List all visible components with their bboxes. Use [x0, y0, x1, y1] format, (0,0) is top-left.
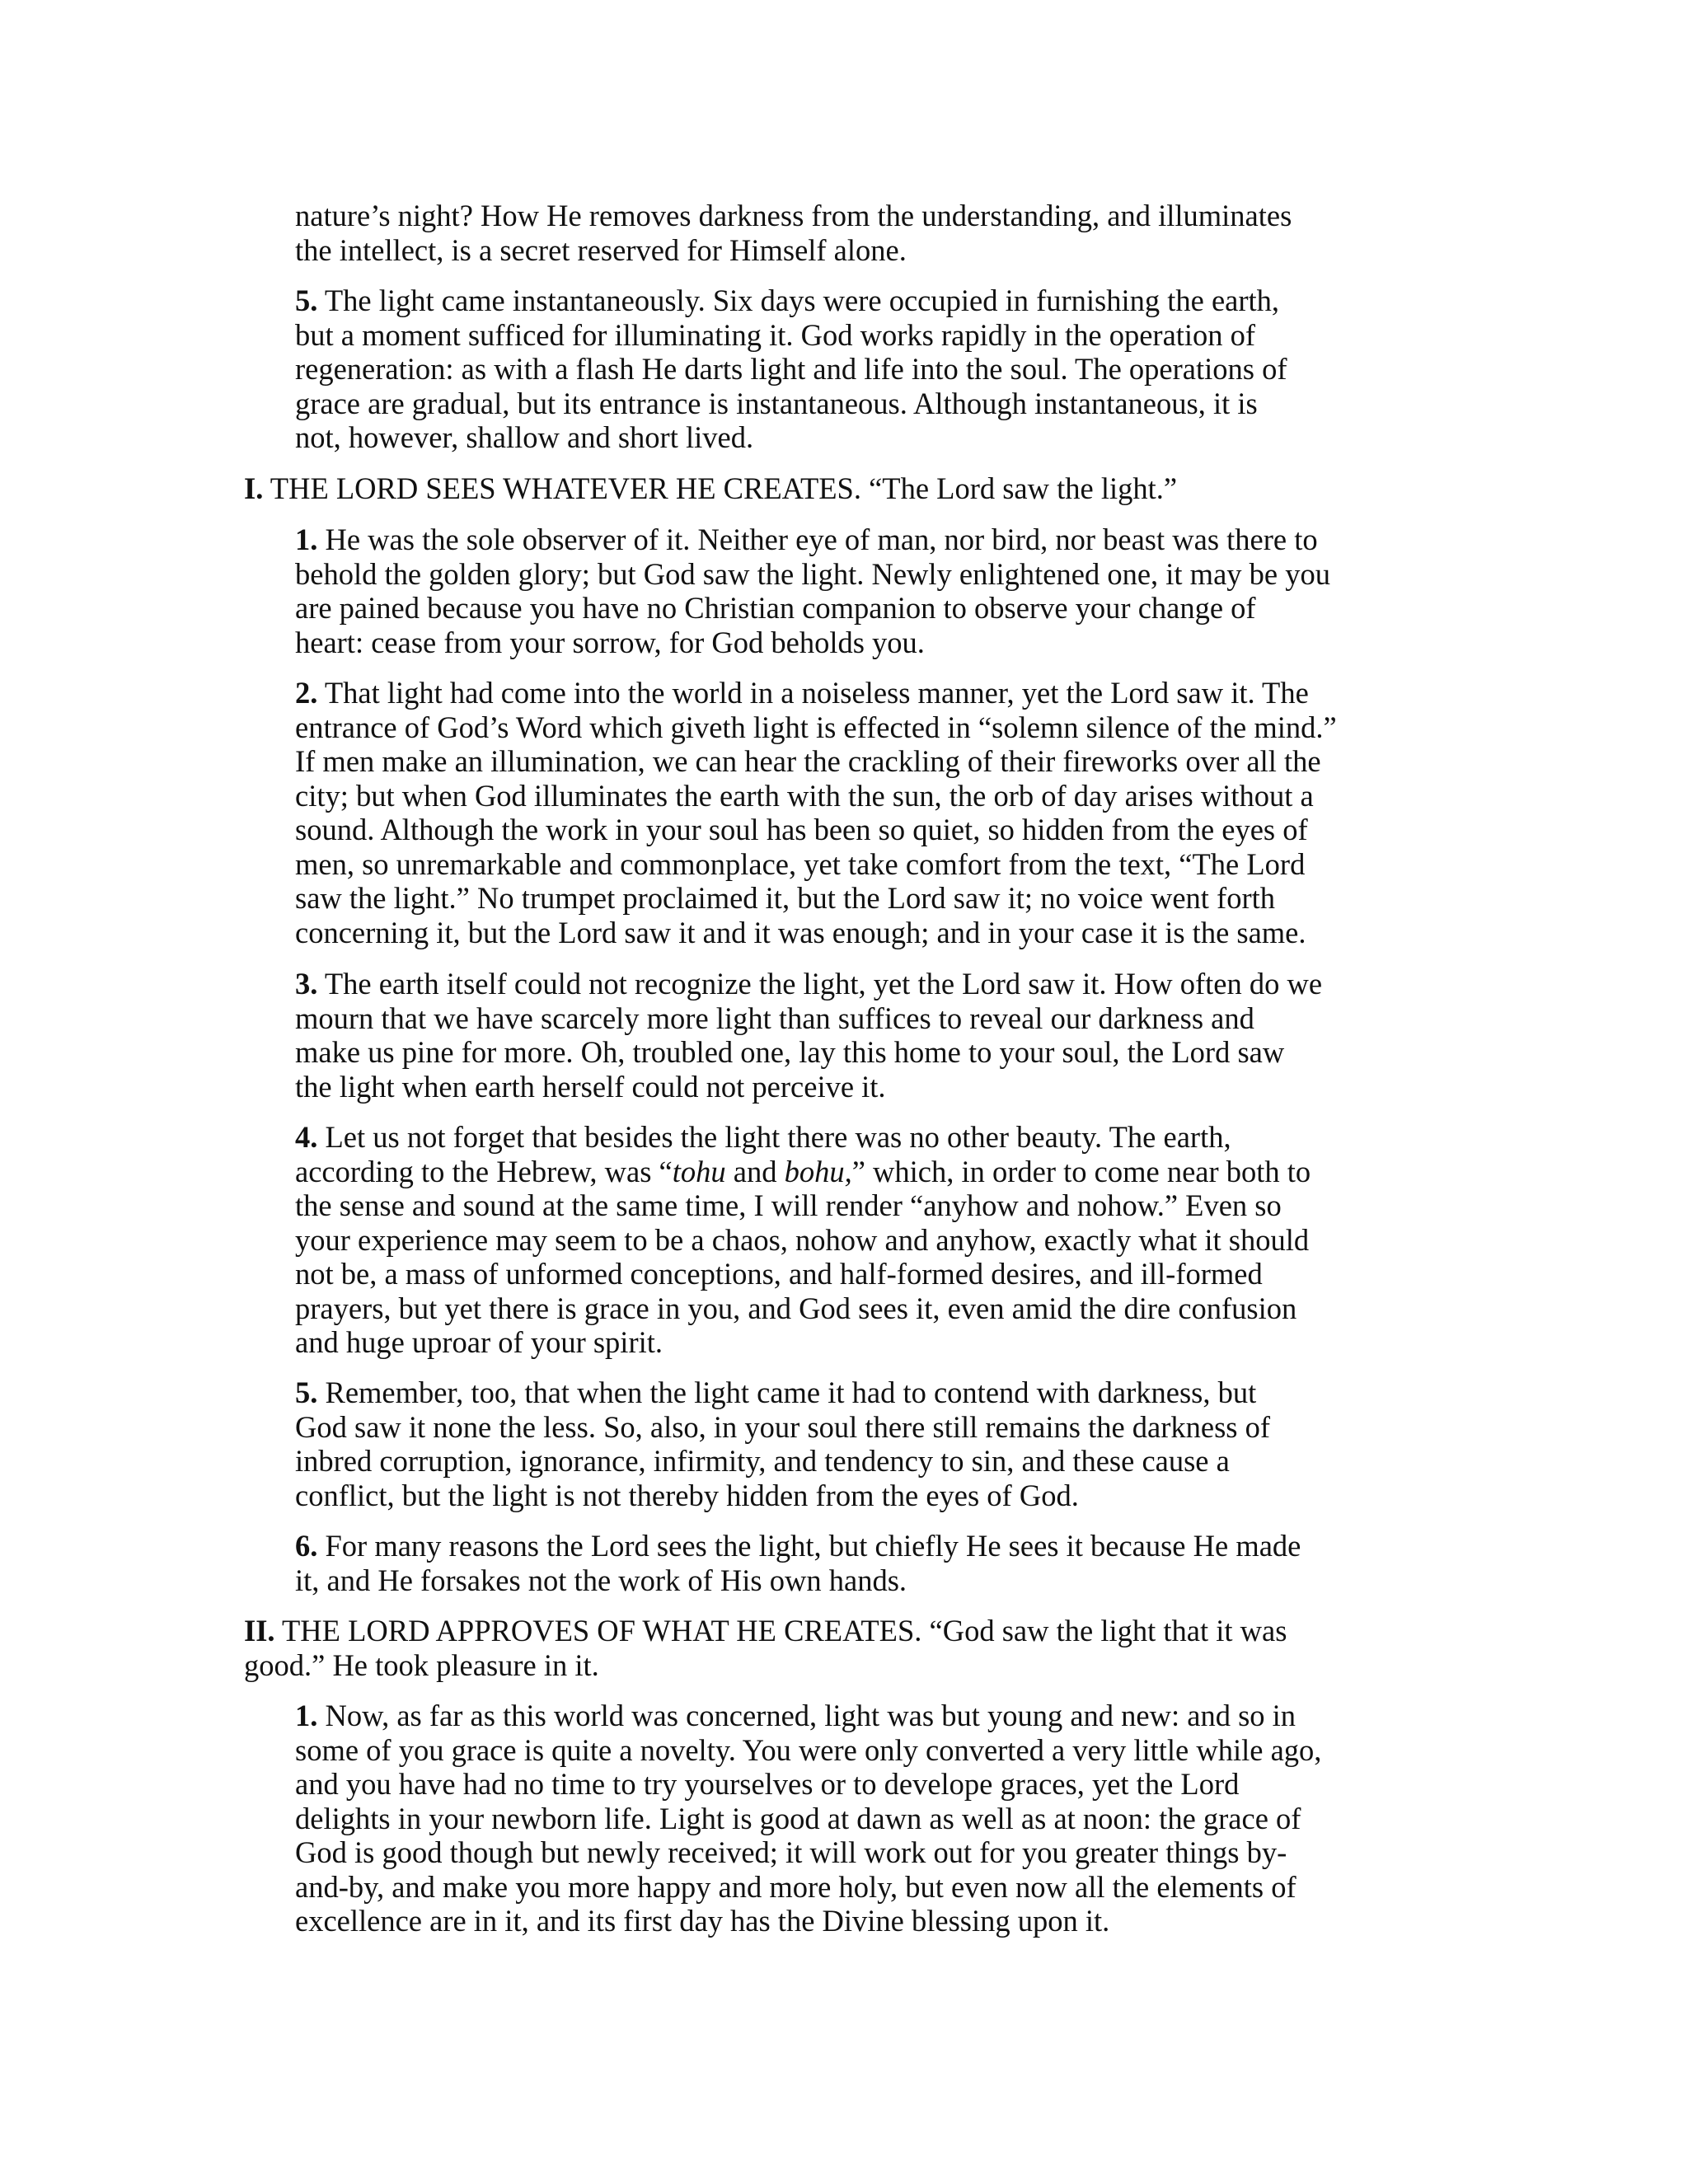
text-segment: He was the sole observer of it. Neither eye of man, nor bird, nor beast was there to: [317, 523, 1318, 556]
italic-text: tohu: [672, 1154, 726, 1188]
section-heading: [244, 471, 1465, 506]
text-line: [295, 1529, 1465, 1563]
text-segment: heart: cease from your sorrow, for God beholds you.: [295, 625, 925, 659]
text-line: [295, 1035, 1465, 1070]
text-line: [244, 1648, 1465, 1683]
text-segment: some of you grace is quite a novelty. You were only converted a very little while ago,: [295, 1732, 1322, 1767]
text-segment: the sense and sound at the same time, I will render “anyhow and nohow.” Even so: [295, 1188, 1282, 1222]
item-number: 4.: [295, 1120, 318, 1154]
text-line: [295, 967, 1465, 1001]
text-line: [295, 1802, 1465, 1836]
text-segment: If men make an illumination, we can hear the crackling of their fireworks over all the: [295, 744, 1321, 778]
text-segment: grace are gradual, but its entrance is instantaneous. Although instantaneous, it is: [295, 386, 1258, 420]
text-line: [295, 626, 1465, 660]
text-line: [295, 1410, 1465, 1445]
text-segment: delights in your newborn life. Light is good at dawn as well as at noon: the grace of: [295, 1801, 1301, 1835]
text-line: [295, 1376, 1465, 1410]
text-segment: For many reasons the Lord sees the light, but chiefly He sees it because He made: [317, 1529, 1301, 1563]
text-line: [295, 1870, 1465, 1905]
text-line: [295, 523, 1465, 557]
text-line: [295, 710, 1465, 745]
text-line: [295, 591, 1465, 626]
text-line: [295, 847, 1465, 882]
paragraph: [295, 1529, 1465, 1597]
text-segment: mourn that we have scarcely more light than suffices to reveal our darkness and: [295, 1001, 1254, 1035]
text-segment: according to the Hebrew, was “: [295, 1154, 673, 1188]
text-line: [295, 1001, 1465, 1036]
text-line: [295, 813, 1465, 847]
text-line: [295, 1120, 1465, 1155]
text-line: [295, 676, 1465, 710]
item-number: 1.: [295, 523, 318, 556]
text-segment: God saw it none the less. So, also, in your soul there still remains the darkness of: [295, 1409, 1271, 1444]
text-segment: conflict, but the light is not thereby hidden from the eyes of God.: [295, 1478, 1079, 1512]
item-number: 3.: [295, 967, 318, 1001]
text-segment: inbred corruption, ignorance, infirmity, and tendency to sin, and these cause a: [295, 1444, 1230, 1478]
text-segment: are pained because you have no Christian companion to observe your change of: [295, 591, 1256, 625]
text-segment: but a moment sufficed for illuminating it. God works rapidly in the operation of: [295, 317, 1256, 352]
text-line: [295, 557, 1465, 592]
text-line: [295, 387, 1465, 421]
paragraph: [295, 676, 1465, 949]
text-segment: city; but when God illuminates the earth with the sun, the orb of day arises without a: [295, 778, 1314, 813]
text-segment: ” which, in order to come near both to: [851, 1154, 1311, 1188]
text-line: [295, 744, 1465, 779]
text-segment: and: [725, 1154, 785, 1188]
text-segment: excellence are in it, and its first day has the Divine blessing upon it.: [295, 1904, 1110, 1938]
text-line: [244, 1614, 1465, 1648]
text-line: [295, 916, 1465, 950]
text-segment: not be, a mass of unformed conceptions, and half-formed desires, and ill-formed: [295, 1257, 1263, 1291]
text-line: [295, 1733, 1465, 1768]
text-segment: The earth itself could not recognize the light, yet the Lord saw it. How often do we: [317, 967, 1323, 1001]
text-segment: THE LORD SEES WHATEVER HE CREATES. “The Lord saw the light.”: [263, 471, 1178, 505]
text-segment: prayers, but yet there is grace in you, and God sees it, even amid the dire confusion: [295, 1291, 1297, 1325]
text-line: [295, 1070, 1465, 1104]
item-number: I.: [244, 471, 264, 505]
item-number: 6.: [295, 1529, 318, 1563]
paragraph: [295, 523, 1465, 659]
item-number: II.: [244, 1614, 275, 1647]
text-segment: behold the golden glory; but God saw the light. Newly enlightened one, it may be you: [295, 556, 1330, 591]
text-segment: make us pine for more. Oh, troubled one, lay this home to your soul, the Lord saw: [295, 1035, 1285, 1069]
text-segment: the light when earth herself could not perceive it.: [295, 1069, 886, 1104]
text-line: [295, 318, 1465, 353]
text-segment: The light came instantaneously. Six days were occupied in furnishing the earth,: [317, 284, 1280, 317]
text-segment: Now, as far as this world was concerned, light was but young and new: and so in: [317, 1699, 1296, 1732]
text-line: [295, 1835, 1465, 1870]
section-heading: [244, 1614, 1465, 1682]
text-line: [295, 1563, 1465, 1598]
text-segment: good.” He took pleasure in it.: [244, 1647, 599, 1682]
text-line: [295, 199, 1465, 233]
text-line: [295, 1325, 1465, 1360]
item-number: 1.: [295, 1699, 318, 1732]
text-segment: and you have had no time to try yourselves or to develope graces, yet the Lord: [295, 1767, 1240, 1801]
paragraph: [295, 1376, 1465, 1512]
text-line: [295, 1155, 1465, 1189]
text-segment: concerning it, but the Lord saw it and it was enough; and in your case it is the same.: [295, 915, 1306, 949]
text-line: [295, 420, 1465, 455]
text-line: [295, 284, 1465, 318]
text-line: [295, 1699, 1465, 1733]
italic-text: bohu,: [784, 1154, 852, 1188]
text-line: [295, 779, 1465, 813]
text-segment: and huge uproar of your spirit.: [295, 1325, 663, 1359]
text-line: [295, 1444, 1465, 1479]
text-segment: THE LORD APPROVES OF WHAT HE CREATES. “God saw the light that it was: [274, 1614, 1287, 1647]
text-line: [295, 233, 1465, 268]
text-line: [244, 471, 1465, 506]
text-line: [295, 1257, 1465, 1291]
text-segment: God is good though but newly received; it will work out for you greater things by-: [295, 1835, 1287, 1869]
text-segment: sound. Although the work in your soul has been so quiet, so hidden from the eyes of: [295, 813, 1308, 846]
text-line: [295, 1291, 1465, 1326]
text-segment: not, however, shallow and short lived.: [295, 420, 754, 454]
text-line: [295, 1223, 1465, 1258]
paragraph: [295, 1699, 1465, 1938]
text-line: [295, 881, 1465, 916]
item-number: 5.: [295, 1376, 318, 1409]
item-number: 5.: [295, 284, 318, 317]
text-segment: and-by, and make you more happy and more holy, but even now all the elements of: [295, 1869, 1296, 1904]
text-segment: saw the light.” No trumpet proclaimed it, but the Lord saw it; no voice went forth: [295, 881, 1276, 915]
text-segment: the intellect, is a secret reserved for Himself alone.: [295, 232, 907, 267]
text-segment: entrance of God’s Word which giveth light is effected in “solemn silence of the mind.”: [295, 710, 1337, 744]
paragraph: [295, 199, 1465, 267]
text-segment: That light had come into the world in a noiseless manner, yet the Lord saw it. The: [317, 676, 1309, 710]
text-line: [295, 1904, 1465, 1938]
text-line: [295, 352, 1465, 387]
text-segment: regeneration: as with a flash He darts light and life into the soul. The operations of: [295, 352, 1287, 386]
text-line: [295, 1479, 1465, 1513]
paragraph: [295, 1120, 1465, 1360]
text-segment: nature’s night? How He removes darkness from the understanding, and illuminates: [295, 199, 1292, 232]
text-line: [295, 1188, 1465, 1223]
text-segment: men, so unremarkable and commonplace, yet take comfort from the text, “The Lord: [295, 846, 1306, 881]
paragraph: [295, 967, 1465, 1104]
text-segment: your experience may seem to be a chaos, nohow and anyhow, exactly what it should: [295, 1222, 1310, 1257]
text-segment: Let us not forget that besides the light there was no other beauty. The earth,: [317, 1120, 1231, 1154]
text-segment: it, and He forsakes not the work of His own hands.: [295, 1563, 907, 1597]
text-line: [295, 1767, 1465, 1802]
text-segment: Remember, too, that when the light came it had to contend with darkness, but: [317, 1376, 1257, 1409]
paragraph: [295, 284, 1465, 455]
item-number: 2.: [295, 676, 318, 710]
